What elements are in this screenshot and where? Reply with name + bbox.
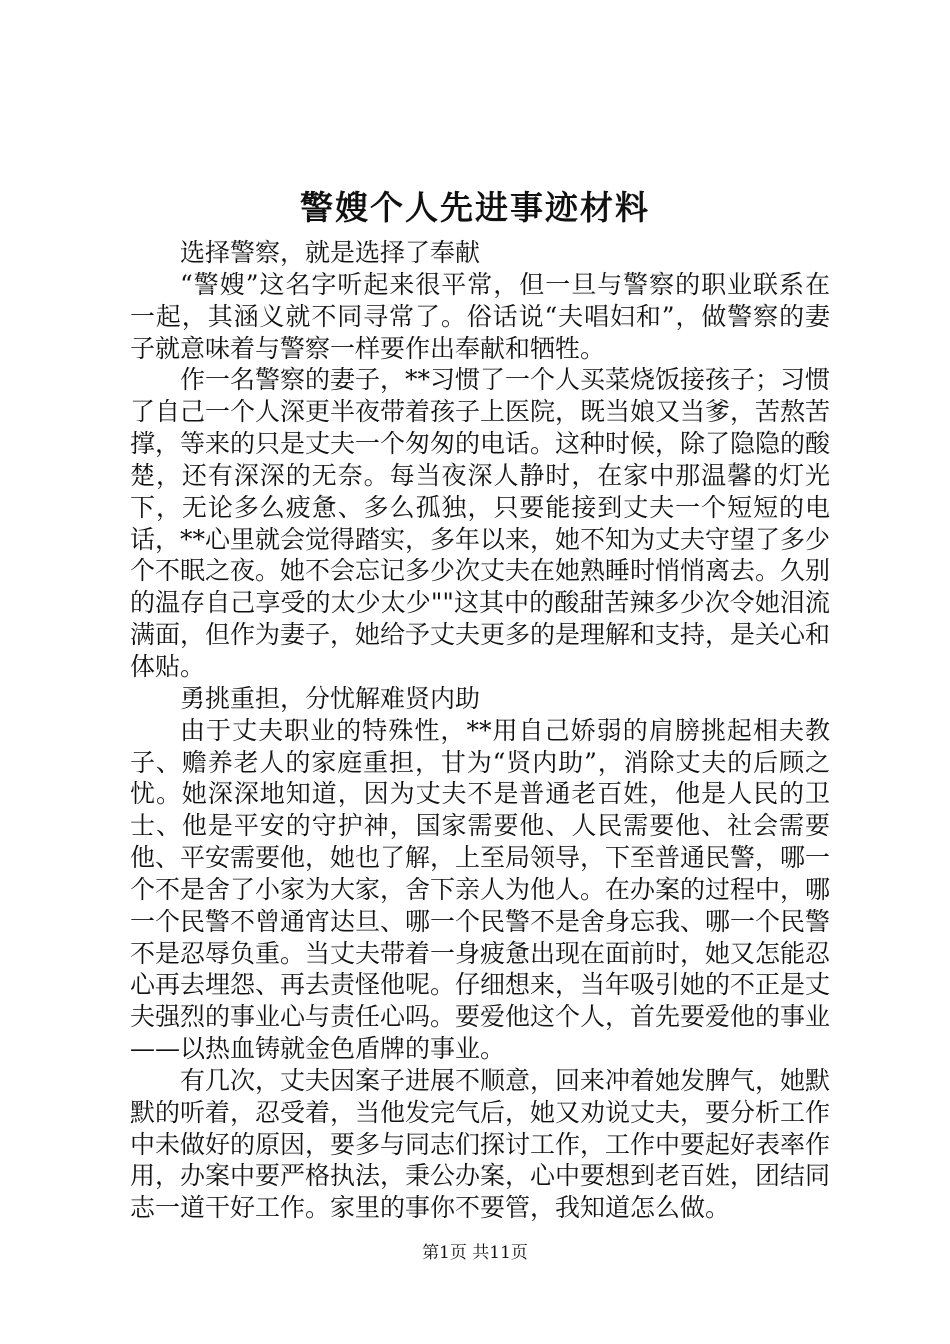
page-number-footer: 第1页 共11页 [422, 1243, 528, 1263]
paragraph: 作一名警察的妻子，**习惯了一个人买菜烧饭接孩子；习惯了自己一个人深更半夜带着孩子上医院，既当娘又当爹，苦熬苦撑，等来的只是丈夫一个匆匆的电话。这种时候，除了隐隐的酸楚，还有深深的无奈。每当夜深人静时，在家中那温馨的灯光下，无论多么疲惫、多么孤独，只要能接到丈夫一个短短的电话，**心里就会觉得踏实，多年以来，她不知为丈夫守望了多少个不眠之夜。她不会忘记多少次丈夫在她熟睡时悄悄离去。久别的温存自己享受的太少太少""这其中的酸甜苦辣多少次令她泪流满面，但作为妻子，她给予丈夫更多的是理解和支持，是关心和体贴。 [130, 365, 831, 681]
section-heading: 勇挑重担，分忧解难贤内助 [180, 683, 481, 713]
document-title: 警嫂个人先进事迹材料 [300, 188, 650, 227]
document-body [130, 237, 830, 1224]
paragraph: “警嫂”这名字听起来很平常，但一旦与警察的职业联系在一起，其涵义就不同寻常了。俗话说“夫唱妇和”，做警察的妻子就意味着与警察一样要作出奉献和牺牲。 [130, 269, 830, 363]
paragraph: 由于丈夫职业的特殊性，**用自己娇弱的肩膀挑起相夫教子、赡养老人的家庭重担，甘为“贤内助”，消除丈夫的后顾之忧。她深深地知道，因为丈夫不是普通老百姓，他是人民的卫士、他是平安的守护神，国家需要他、人民需要他、社会需要他、平安需要他，她也了解，上至局领导，下至普通民警，哪一个不是舍了小家为大家，舍下亲人为他人。在办案的过程中，哪一个民警不曾通宵达旦、哪一个民警不是舍身忘我、哪一个民警不是忍辱负重。当丈夫带着一身疲惫出现在面前时，她又怎能忍心再去埋怨、再去责怪他呢。仔细想来，当年吸引她的不正是丈夫强烈的事业心与责任心吗。要爱他这个人，首先要爱他的事业——以热血铸就金色盾牌的事业。 [130, 715, 831, 1064]
section-heading: 选择警察，就是选择了奉献 [180, 238, 481, 267]
paragraph: 有几次，丈夫因案子进展不顺意，回来冲着她发脾气，她默默的听着，忍受着，当他发完气后，她又劝说丈夫，要分析工作中未做好的原因，要多与同志们探讨工作，工作中要起好表率作用，办案中要严格执法，秉公办案，心中要想到老百姓，团结同志一道干好工作。家里的事你不要管，我知道怎么做。 [130, 1065, 831, 1223]
